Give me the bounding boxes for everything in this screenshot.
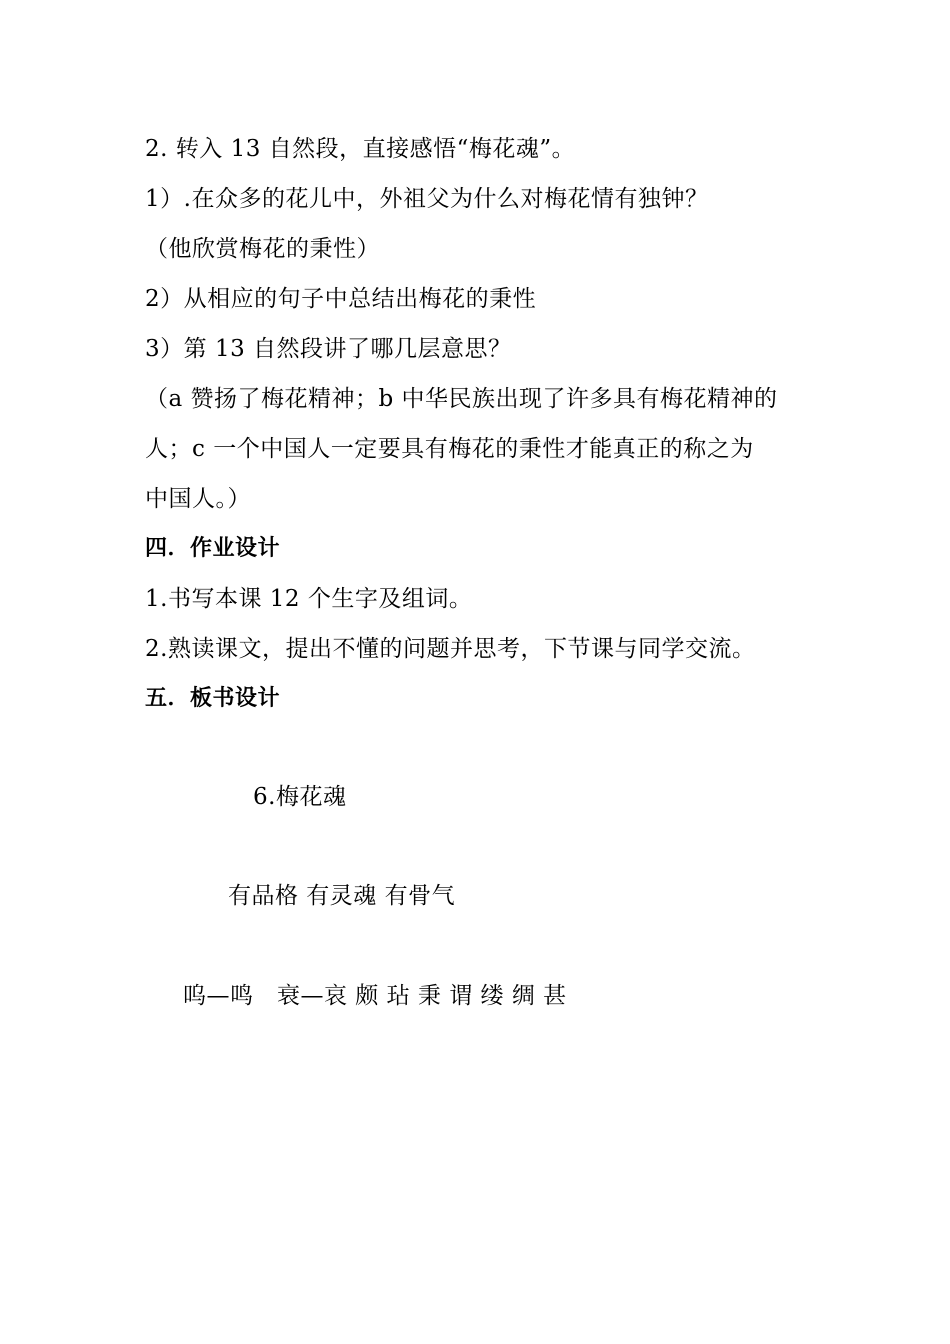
question-1-answer: （他欣赏梅花的秉性） (145, 236, 380, 262)
blackboard-traits: 有品格 有灵魂 有骨气 (228, 883, 456, 909)
question-3-answer-line-1: （a 赞扬了梅花精神；b 中华民族出现了许多具有梅花精神的 (145, 386, 778, 412)
homework-item-2: 2.熟读课文，提出不懂的问题并思考，下节课与同学交流。 (145, 636, 756, 662)
question-3: 3）第 13 自然段讲了哪几层意思？ (145, 336, 512, 362)
question-3-answer-line-3: 中国人。） (145, 486, 251, 512)
homework-heading: 四．作业设计 (145, 536, 281, 561)
homework-item-1: 1.书写本课 12 个生字及组词。 (145, 586, 473, 612)
question-1: 1）.在众多的花儿中，外祖父为什么对梅花情有独钟？ (145, 186, 709, 212)
blackboard-heading: 五．板书设计 (145, 686, 281, 711)
question-2: 2）从相应的句子中总结出梅花的秉性 (145, 286, 537, 312)
question-3-answer-line-2: 人；c 一个中国人一定要具有梅花的秉性才能真正的称之为 (145, 436, 754, 462)
step2-title: 2. 转入 13 自然段，直接感悟“梅花魂”。 (145, 136, 576, 162)
blackboard-title: 6.梅花魂 (253, 784, 347, 810)
blackboard-characters: 呜—鸣 衰—哀 颇 玷 秉 谓 缕 绸 甚 (183, 983, 567, 1009)
